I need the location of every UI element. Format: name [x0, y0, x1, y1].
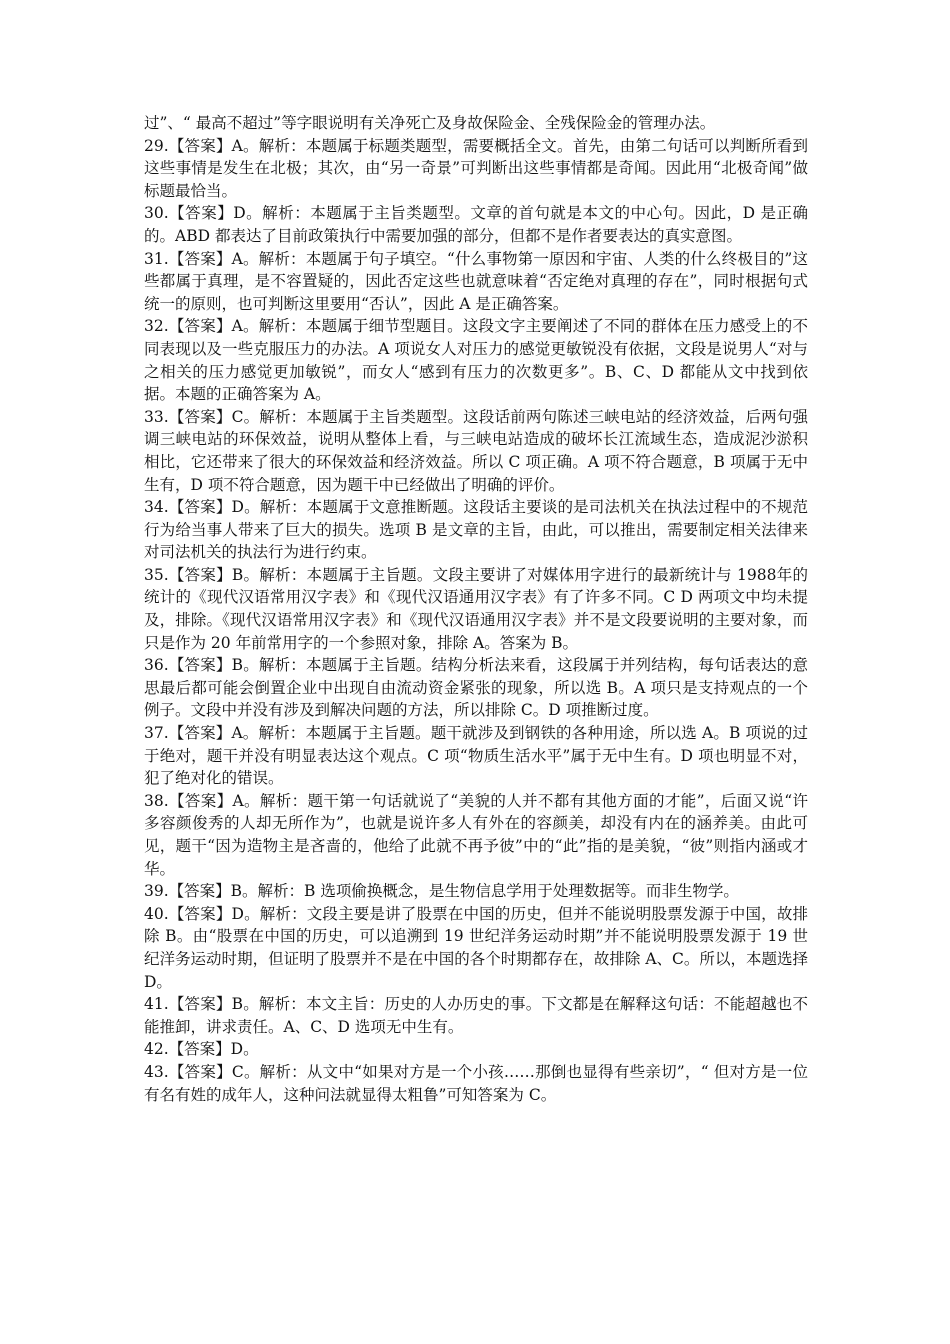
- answer-35: 35.【答案】B。解析：本题属于主旨题。文段主要讲了对媒体用字进行的最新统计与 1988年的统计的《现代汉语常用汉字表》和《现代汉语通用汉字表》有了许多不同。C D 两项文中均未提及，排除。《现代汉语常用汉字表》和《现代汉语通用汉字表》并不是文段要说明的主要对象，而只是作为 20 年前常用字的一个参照对象，排除 A。答案为 B。: [144, 565, 808, 652]
- answer-31: 31.【答案】A。解析：本题属于句子填空。“什么事物第一原因和宇宙、人类的什么终极目的”这些都属于真理，是不容置疑的，因此否定这些也就意味着“否定绝对真理的存在”，同时根据句式统一的原则，也可判断这里要用“否认”，因此 A 是正确答案。: [144, 249, 808, 313]
- answer-29: 29.【答案】A。解析：本题属于标题类题型，需要概括全文。首先，由第二句话可以判断所看到这些事情是发生在北极；其次，由“另一奇景”可判断出这些事情都是奇闻。因此用“北极奇闻”做标题最恰当。: [144, 136, 808, 200]
- answer-32: 32.【答案】A。解析：本题属于细节型题目。这段文字主要阐述了不同的群体在压力感受上的不同表现以及一些克服压力的办法。A 项说女人对压力的感觉更敏锐没有依据，文段是说男人“对与之相关的压力感觉更加敏锐”，而女人“感到有压力的次数更多”。B、C、D 都能从文中找到依据。本题的正确答案为 A。: [144, 317, 808, 404]
- paragraph-continuation: 过”、“ 最高不超过”等字眼说明有关净死亡及身故保险金、全残保险金的管理办法。: [144, 114, 716, 132]
- answer-34: 34.【答案】D。解析：本题属于文意推断题。这段话主要谈的是司法机关在执法过程中的不规范行为给当事人带来了巨大的损失。选项 B 是文章的主旨，由此，可以推出，需要制定相关法律来对司法机关的执法行为进行约束。: [144, 498, 808, 562]
- answer-37: 37.【答案】A。解析：本题属于主旨题。题干就涉及到钢铁的各种用途，所以选 A。B 项说的过于绝对，题干并没有明显表达这个观点。C 项“物质生活水平”属于无中生有。D 项也明显不对，犯了绝对化的错误。: [144, 724, 808, 788]
- answer-38: 38.【答案】A。解析：题干第一句话就说了“美貌的人并不都有其他方面的才能”，后面又说“许多容颜俊秀的人却无所作为”，也就是说许多人有外在的容颜美，却没有内在的涵养美。由此可见，题干“因为造物主是吝啬的，他给了此就不再予彼”中的“此”指的是美貌，“彼”则指内涵或才华。: [144, 791, 808, 878]
- answer-40: 40.【答案】D。解析：文段主要是讲了股票在中国的历史，但并不能说明股票发源于中国，故排除 B。由“股票在中国的历史，可以追溯到 19 世纪洋务运动时期”并不能说明股票发源于 19 世纪洋务运动时期，但证明了股票并不是在中国的各个时期都存在，故排除 A、C。所以，本题选择 D。: [144, 904, 808, 991]
- answer-41: 41.【答案】B。解析：本文主旨：历史的人办历史的事。下文都是在解释这句话：不能超越也不能推卸，讲求责任。A、C、D 选项无中生有。: [144, 995, 808, 1036]
- answer-explanations: [144, 112, 808, 1106]
- answer-30: 30.【答案】D。解析：本题属于主旨类题型。文章的首句就是本文的中心句。因此，D 是正确的。ABD 都表达了目前政策执行中需要加强的部分，但都不是作者要表达的真实意图。: [144, 204, 808, 245]
- answer-39: 39.【答案】B。解析：B 选项偷换概念，是生物信息学用于处理数据等。而非生物学。: [144, 882, 739, 901]
- answer-33: 33.【答案】C。解析：本题属于主旨类题型。这段话前两句陈述三峡电站的经济效益，后两句强调三峡电站的环保效益，说明从整体上看，与三峡电站造成的破坏长江流域生态，造成泥沙淤积相比，它还带来了很大的环保效益和经济效益。所以 C 项正确。A 项不符合题意，B 项属于无中生有，D 项不符合题意，因为题干中已经做出了明确的评价。: [144, 407, 808, 494]
- answer-43: 43.【答案】C。解析：从文中“如果对方是一个小孩……那倒也显得有些亲切”，“ 但对方是一位有名有姓的成年人，这种问法就显得太粗鲁”可知答案为 C。: [144, 1062, 808, 1104]
- answer-42: 42.【答案】D。: [144, 1040, 259, 1059]
- answer-36: 36.【答案】B。解析：本题属于主旨题。结构分析法来看，这段属于并列结构，每句话表达的意思最后都可能会倒置企业中出现自由流动资金紧张的现象，所以选 B。A 项只是支持观点的一个例子。文段中并没有涉及到解决问题的方法，所以排除 C。D 项推断过度。: [144, 656, 808, 720]
